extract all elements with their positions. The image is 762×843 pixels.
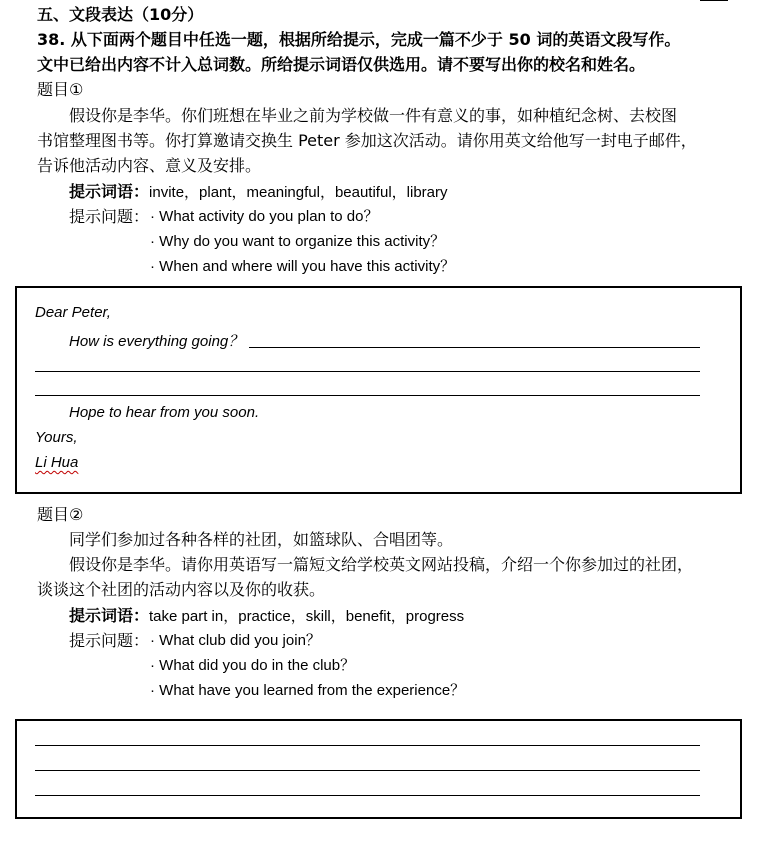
topic1-para-line-1: 假设你是李华。你们班想在毕业之前为学校做一件有意义的事，如种植纪念树、去校图 — [69, 106, 678, 125]
letter-opening: How is everything going？ — [69, 333, 244, 350]
topic1-question-3: · When and where will you have this activity？ — [150, 258, 456, 275]
topic1-hint-words — [69, 179, 448, 202]
section-heading: 五、文段表达（10分） — [37, 5, 204, 24]
letter-name: Li Hua — [35, 454, 79, 471]
hint-words-list: take part in，practice，skill，benefit，progress — [149, 608, 465, 625]
writing-line[interactable] — [35, 770, 700, 771]
letter-signoff: Yours, — [35, 429, 78, 446]
topic2-hint-questions-label: 提示问题： — [69, 631, 150, 650]
topic1-hint-questions-label: 提示问题： — [69, 207, 150, 226]
writing-line[interactable] — [35, 795, 700, 796]
topic1-label: 题目① — [37, 80, 84, 99]
topic1-para-line-2: 书馆整理图书等。你打算邀请交换生 Peter 参加这次活动。请你用英文给他写一封电子邮件， — [37, 131, 697, 150]
hint-words-label: 提示词语： — [69, 182, 150, 201]
instruction-line-2: 文中已给出内容不计入总词数。所给提示词语仅供选用。请不要写出你的校名和姓名。 — [37, 55, 646, 74]
topic2-question-3: · What have you learned from the experience？ — [150, 682, 466, 699]
topic2-para-line-1: 同学们参加过各种各样的社团，如篮球队、合唱团等。 — [69, 530, 454, 549]
essay-answer-box[interactable] — [15, 719, 742, 819]
instruction-line-1: 38. 从下面两个题目中任选一题，根据所给提示，完成一篇不少于 50 词的英语文段写作。 — [37, 30, 681, 49]
topic2-hint-words — [69, 603, 464, 626]
writing-line[interactable] — [35, 371, 700, 372]
topic2-para-line-2: 假设你是李华。请你用英语写一篇短文给学校英文网站投稿，介绍一个你参加过的社团， — [69, 555, 694, 574]
letter-closing: Hope to hear from you soon. — [69, 404, 260, 421]
hint-words-list: invite，plant，meaningful，beautiful，library — [149, 184, 448, 201]
writing-line[interactable] — [35, 395, 700, 396]
topic1-question-1: · What activity do you plan to do？ — [150, 208, 379, 225]
topic1-question-2: · Why do you want to organize this activity？ — [150, 233, 446, 250]
topic2-para-line-3: 谈谈这个社团的活动内容以及你的收获。 — [37, 580, 326, 599]
topic2-label: 题目② — [37, 505, 84, 524]
topic1-para-line-3: 告诉他活动内容、意义及安排。 — [37, 156, 262, 175]
writing-line[interactable] — [249, 347, 700, 348]
letter-greeting: Dear Peter, — [35, 304, 111, 321]
writing-line[interactable] — [35, 745, 700, 746]
letter-answer-box[interactable] — [15, 286, 742, 494]
top-rule — [700, 0, 728, 1]
hint-words-label: 提示词语： — [69, 606, 150, 625]
topic2-question-1: · What club did you join？ — [150, 632, 321, 649]
topic2-question-2: · What did you do in the club？ — [150, 657, 356, 674]
